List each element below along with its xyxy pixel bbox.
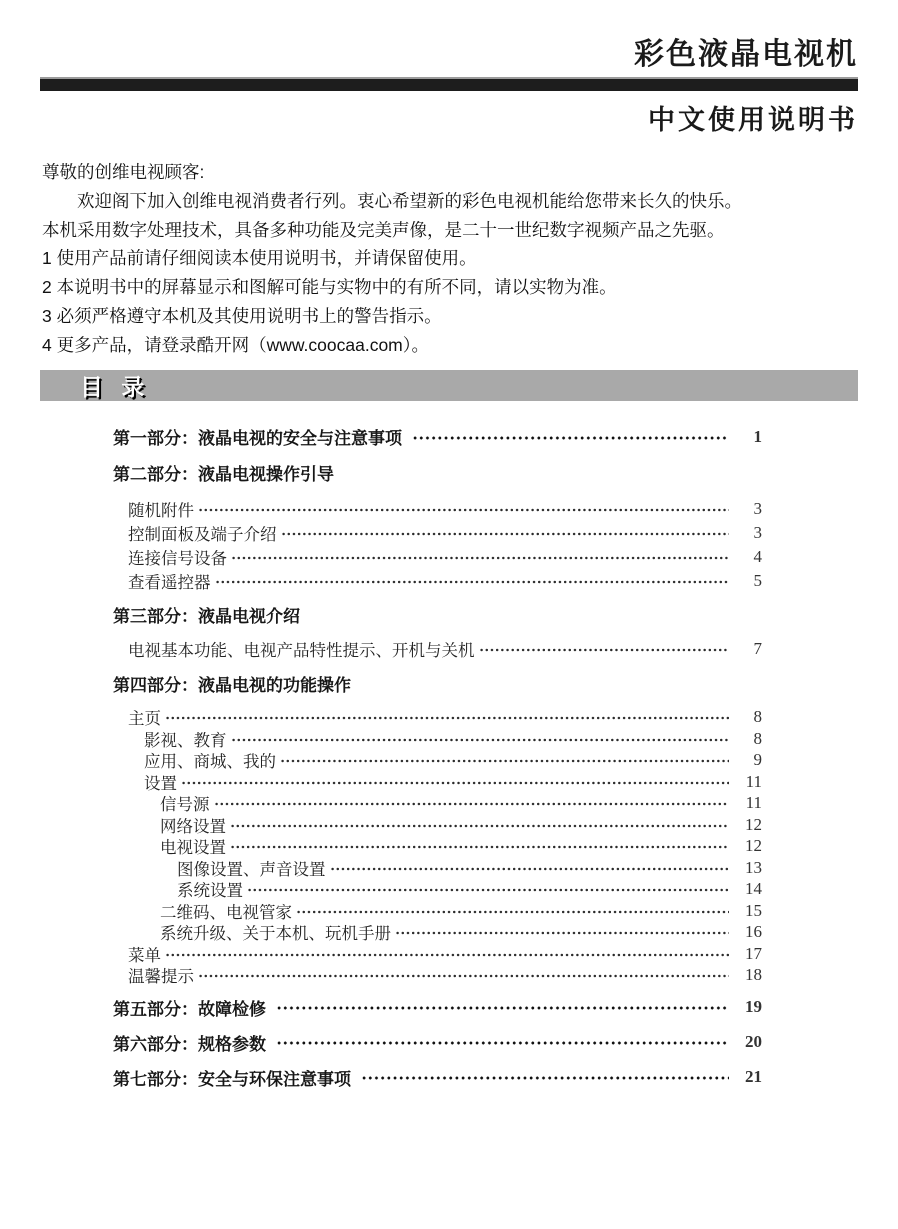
toc-entry [113, 569, 762, 593]
toc-entry [113, 836, 762, 858]
toc-entry [113, 545, 762, 569]
toc-entry-page: 1 [753, 426, 762, 446]
toc-entry-label: 影视、教育 [144, 730, 227, 750]
dot-leader [231, 737, 730, 743]
toc-entry-part2 [113, 461, 762, 485]
dot-leader [276, 1005, 729, 1011]
toc-entry-page: 9 [753, 750, 762, 770]
dot-leader [330, 866, 730, 872]
dot-leader [280, 758, 729, 764]
intro-welcome-line: 欢迎阁下加入创维电视消费者行列。衷心希望新的彩色电视机能给您带来长久的快乐。 [77, 190, 742, 211]
intro-feature-line: 本机采用数字处理技术，具备多种功能及完美声像，是二十一世纪数字视频产品之先驱。 [42, 219, 725, 240]
toc-entry-page: 21 [745, 1067, 762, 1087]
toc-entry [113, 965, 762, 987]
note-line: 4 更多产品，请登录酷开网（www.coocaa.com）。 [42, 334, 430, 355]
dot-leader [198, 507, 729, 513]
toc-header-bar [40, 370, 858, 401]
dot-leader [412, 435, 729, 441]
toc-entry-label: 主页 [128, 709, 161, 729]
toc-entry [113, 707, 762, 729]
intro-section [42, 158, 858, 360]
dot-leader [361, 1075, 729, 1081]
toc-entry-part5 [113, 995, 762, 1019]
toc-entry [113, 521, 762, 545]
toc-entry-page: 7 [753, 638, 762, 658]
toc-entry-label: 图像设置、声音设置 [177, 859, 326, 879]
dot-leader [215, 579, 730, 585]
toc-entry-label: 系统设置 [177, 881, 243, 901]
toc-entry-label: 网络设置 [160, 816, 226, 836]
note-line: 1 使用产品前请仔细阅读本使用说明书，并请保留使用。 [42, 248, 477, 269]
toc-entry-part4 [113, 672, 762, 696]
toc-entry-label: 菜单 [128, 945, 161, 965]
dot-leader [296, 909, 729, 915]
toc-entry-label: 连接信号设备 [128, 548, 227, 568]
toc-entry-page: 4 [753, 546, 762, 566]
product-title: 彩色液晶电视机 [634, 38, 858, 71]
toc-entry-page: 19 [745, 997, 762, 1017]
toc-entry [113, 900, 762, 922]
toc-entry-page: 8 [753, 707, 762, 727]
toc-entry [113, 943, 762, 965]
toc-entry-page: 11 [745, 771, 762, 791]
note-line: 3 必须严格遵守本机及其使用说明书上的警告指示。 [42, 305, 442, 326]
toc-entry-label: 控制面板及端子介绍 [128, 524, 277, 544]
toc-entry-page: 11 [745, 793, 762, 813]
dot-leader [230, 823, 729, 829]
toc-entry [113, 728, 762, 750]
toc-entry-page: 12 [745, 814, 762, 834]
dot-leader [395, 930, 729, 936]
toc-entry-page: 8 [753, 728, 762, 748]
toc-entry [113, 771, 762, 793]
toc-entry-part1 [113, 425, 762, 449]
toc-entry-label: 第一部分：液晶电视的安全与注意事项 [113, 429, 402, 449]
dot-leader [479, 647, 730, 653]
toc-entry [113, 879, 762, 901]
toc-entry-page: 13 [745, 857, 762, 877]
toc-entry-page: 3 [753, 522, 762, 542]
dot-leader [281, 531, 730, 537]
dot-leader [230, 844, 729, 850]
dot-leader [198, 973, 729, 979]
toc-entry [113, 637, 762, 661]
toc-entry-label: 系统升级、关于本机、玩机手册 [160, 924, 391, 944]
dot-leader [231, 555, 729, 561]
dot-leader [181, 780, 729, 786]
dot-leader [165, 952, 729, 958]
toc-entry-page: 15 [745, 900, 762, 920]
toc-entry-page: 18 [745, 965, 762, 985]
note-line: 2 本说明书中的屏幕显示和图解可能与实物中的有所不同，请以实物为准。 [42, 277, 617, 298]
dot-leader [247, 887, 729, 893]
toc-entry-label: 电视基本功能、电视产品特性提示、开机与关机 [128, 640, 475, 660]
dot-leader [165, 715, 729, 721]
intro-salutation: 尊敬的创维电视顾客: [42, 162, 205, 182]
toc-entry [113, 497, 762, 521]
dot-leader [276, 1040, 729, 1046]
toc-entry-label: 电视设置 [160, 838, 226, 858]
toc-entry-part6 [113, 1030, 762, 1054]
toc-entry-page: 14 [745, 879, 762, 899]
toc-entry-label: 第三部分：液晶电视介绍 [113, 607, 300, 627]
toc-entry-page: 20 [745, 1032, 762, 1052]
divider-bar [40, 77, 858, 91]
toc-entry [113, 814, 762, 836]
toc-entry-page: 16 [745, 922, 762, 942]
toc-entry-label: 第七部分：安全与环保注意事项 [113, 1069, 351, 1089]
manual-subtitle: 中文使用说明书 [648, 105, 858, 135]
toc-entry-label: 二维码、电视管家 [160, 902, 292, 922]
toc-entry-label: 第六部分：规格参数 [113, 1034, 266, 1054]
toc-entry-label: 信号源 [160, 795, 210, 815]
toc-entry-label: 设置 [144, 773, 177, 793]
table-of-contents [113, 425, 762, 1090]
toc-entry [113, 857, 762, 879]
toc-entry-page: 5 [753, 570, 762, 590]
toc-entry-label: 第四部分：液晶电视的功能操作 [113, 676, 351, 696]
toc-title: 目 录 [80, 373, 151, 400]
toc-entry [113, 793, 762, 815]
page-header [40, 0, 858, 136]
toc-entry-page: 17 [745, 943, 762, 963]
toc-entry-page: 3 [753, 498, 762, 518]
toc-entry-page: 12 [745, 836, 762, 856]
toc-entry-label: 应用、商城、我的 [144, 752, 276, 772]
toc-entry-label: 第二部分：液晶电视操作引导 [113, 465, 334, 485]
toc-entry [113, 750, 762, 772]
toc-entry-part7 [113, 1065, 762, 1089]
toc-entry-label: 第五部分：故障检修 [113, 999, 266, 1019]
toc-entry-part3 [113, 603, 762, 627]
dot-leader [214, 801, 730, 807]
toc-entry-label: 查看遥控器 [128, 572, 211, 592]
toc-entry-label: 温馨提示 [128, 967, 194, 987]
toc-entry [113, 922, 762, 944]
toc-entry-label: 随机附件 [128, 500, 194, 520]
